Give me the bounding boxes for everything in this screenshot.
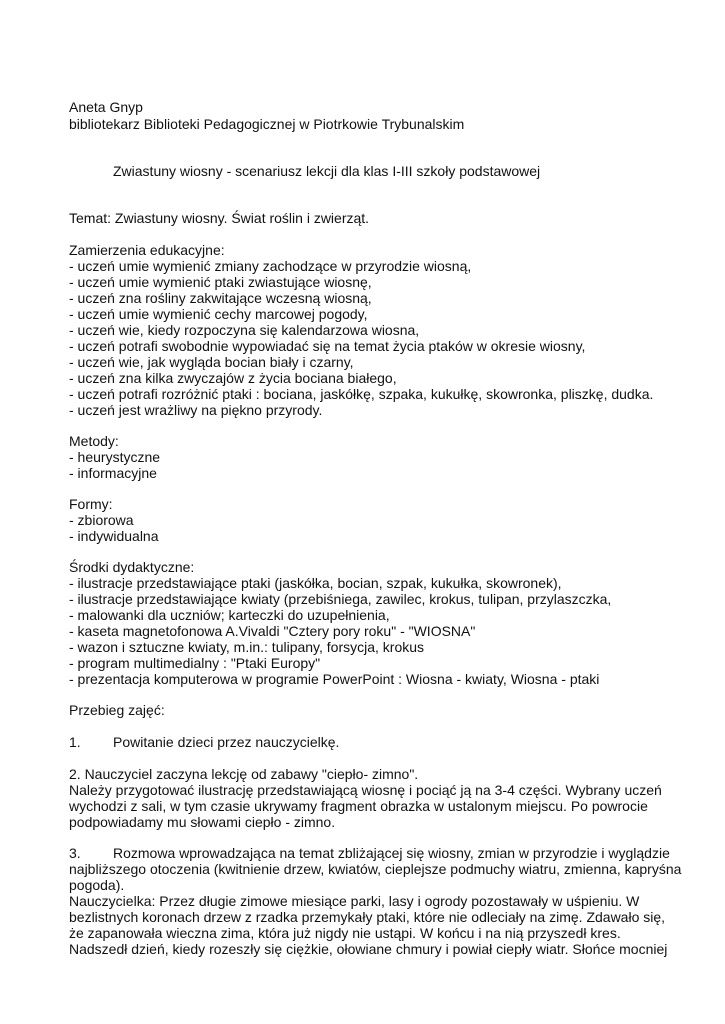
step3-line: najbliższego otoczenia (kwitnienie drzew, kwiatów, cieplejsze podmuchy wiatru, zmienna, kapryśna: [69, 861, 682, 877]
goal-item: - uczeń zna rośliny zakwitające wczesną wiosną,: [69, 290, 372, 306]
step3-line: że zapanowała wieczna zima, która już nigdy nie ustąpi. W końcu i na nią przyszedł kres.: [69, 925, 621, 941]
lesson-heading: Przebieg zajęć:: [69, 702, 165, 718]
goal-item: - uczeń jest wrażliwy na piękno przyrody.: [69, 402, 323, 418]
goal-item: - uczeń potrafi swobodnie wypowiadać się na temat życia ptaków w okresie wiosny,: [69, 338, 586, 354]
document-title: Zwiastuny wiosny - scenariusz lekcji dla klas I-III szkoły podstawowej: [113, 163, 541, 179]
material-item: - wazon i sztuczne kwiaty, m.in.: tulipany, forsycja, krokus: [69, 639, 425, 655]
material-item: - ilustracje przedstawiające kwiaty (przebiśniega, zawilec, krokus, tulipan, przylaszczka,: [69, 591, 612, 607]
step1-text: Powitanie dzieci przez nauczycielkę.: [113, 734, 340, 750]
author-role: bibliotekarz Biblioteki Pedagogicznej w Piotrkowie Trybunalskim: [69, 116, 465, 132]
material-item: - program multimedialny : "Ptaki Europy": [69, 655, 321, 671]
form-item: - zbiorowa: [69, 512, 134, 528]
material-item: - malowanki dla uczniów; karteczki do uzupełnienia,: [69, 607, 390, 623]
material-item: - ilustracje przedstawiające ptaki (jaskółka, bocian, szpak, kukułka, skowronek),: [69, 575, 562, 591]
material-item: - kaseta magnetofonowa A.Vivaldi "Cztery pory roku" - "WIOSNA": [69, 623, 476, 639]
goal-item: - uczeń potrafi rozróżnić ptaki : bociana, jaskółkę, szpaka, kukułkę, skowronka, pliszkę, dudka.: [69, 386, 654, 402]
goal-item: - uczeń wie, jak wygląda bocian biały i czarny,: [69, 354, 354, 370]
method-item: - heurystyczne: [69, 449, 161, 465]
step3-line: bezlistnych koronach drzew z rzadka przemykały ptaki, które nie odleciały na zimę. Zdawało się,: [69, 909, 666, 925]
goal-item: - uczeń wie, kiedy rozpoczyna się kalendarzowa wiosna,: [69, 322, 420, 338]
step3-number: 3.: [69, 845, 81, 861]
methods-heading: Metody:: [69, 433, 119, 449]
step2-line: 2. Nauczyciel zaczyna lekcję od zabawy "ciepło- zimno".: [69, 766, 419, 782]
forms-heading: Formy:: [69, 496, 113, 512]
form-item: - indywidualna: [69, 528, 159, 544]
step2-line: podpowiadamy mu słowami ciepło - zimno.: [69, 814, 336, 830]
author-name: Aneta Gnyp: [69, 99, 143, 115]
goal-item: - uczeń umie wymienić zmiany zachodzące w przyrodzie wiosną,: [69, 258, 472, 274]
step2-line: Należy przygotować ilustrację przedstawiającą wiosnę i pociąć ją na 3-4 części. Wybrany uczeń: [69, 782, 662, 798]
goal-item: - uczeń umie wymienić cechy marcowej pogody,: [69, 306, 368, 322]
step3-line: pogoda).: [69, 877, 125, 893]
goal-item: - uczeń umie wymienić ptaki zwiastujące wiosnę,: [69, 274, 372, 290]
goals-heading: Zamierzenia edukacyjne:: [69, 242, 225, 258]
materials-heading: Środki dydaktyczne:: [69, 559, 195, 575]
step3-first-line: Rozmowa wprowadzająca na temat zbliżającej się wiosny, zmian w przyrodzie i wyglądzie: [113, 845, 670, 861]
step3-line: Nadszedł dzień, kiedy rozeszły się ciężkie, ołowiane chmury i powiał ciepły wiatr. Słońce mocniej: [69, 941, 668, 957]
goal-item: - uczeń zna kilka zwyczajów z życia bociana białego,: [69, 370, 397, 386]
step3-line: Nauczycielka: Przez długie zimowe miesiące parki, lasy i ogrody pozostawały w uśpieniu. W: [69, 893, 640, 909]
method-item: - informacyjne: [69, 465, 157, 481]
material-item: - prezentacja komputerowa w programie PowerPoint : Wiosna - kwiaty, Wiosna - ptaki: [69, 671, 600, 687]
step2-line: wychodzi z sali, w tym czasie ukrywamy fragment obrazka w ustalonym miejscu. Po powrocie: [69, 798, 648, 814]
step1-number: 1.: [69, 734, 81, 750]
lesson-topic: Temat: Zwiastuny wiosny. Świat roślin i zwierząt.: [69, 210, 370, 226]
